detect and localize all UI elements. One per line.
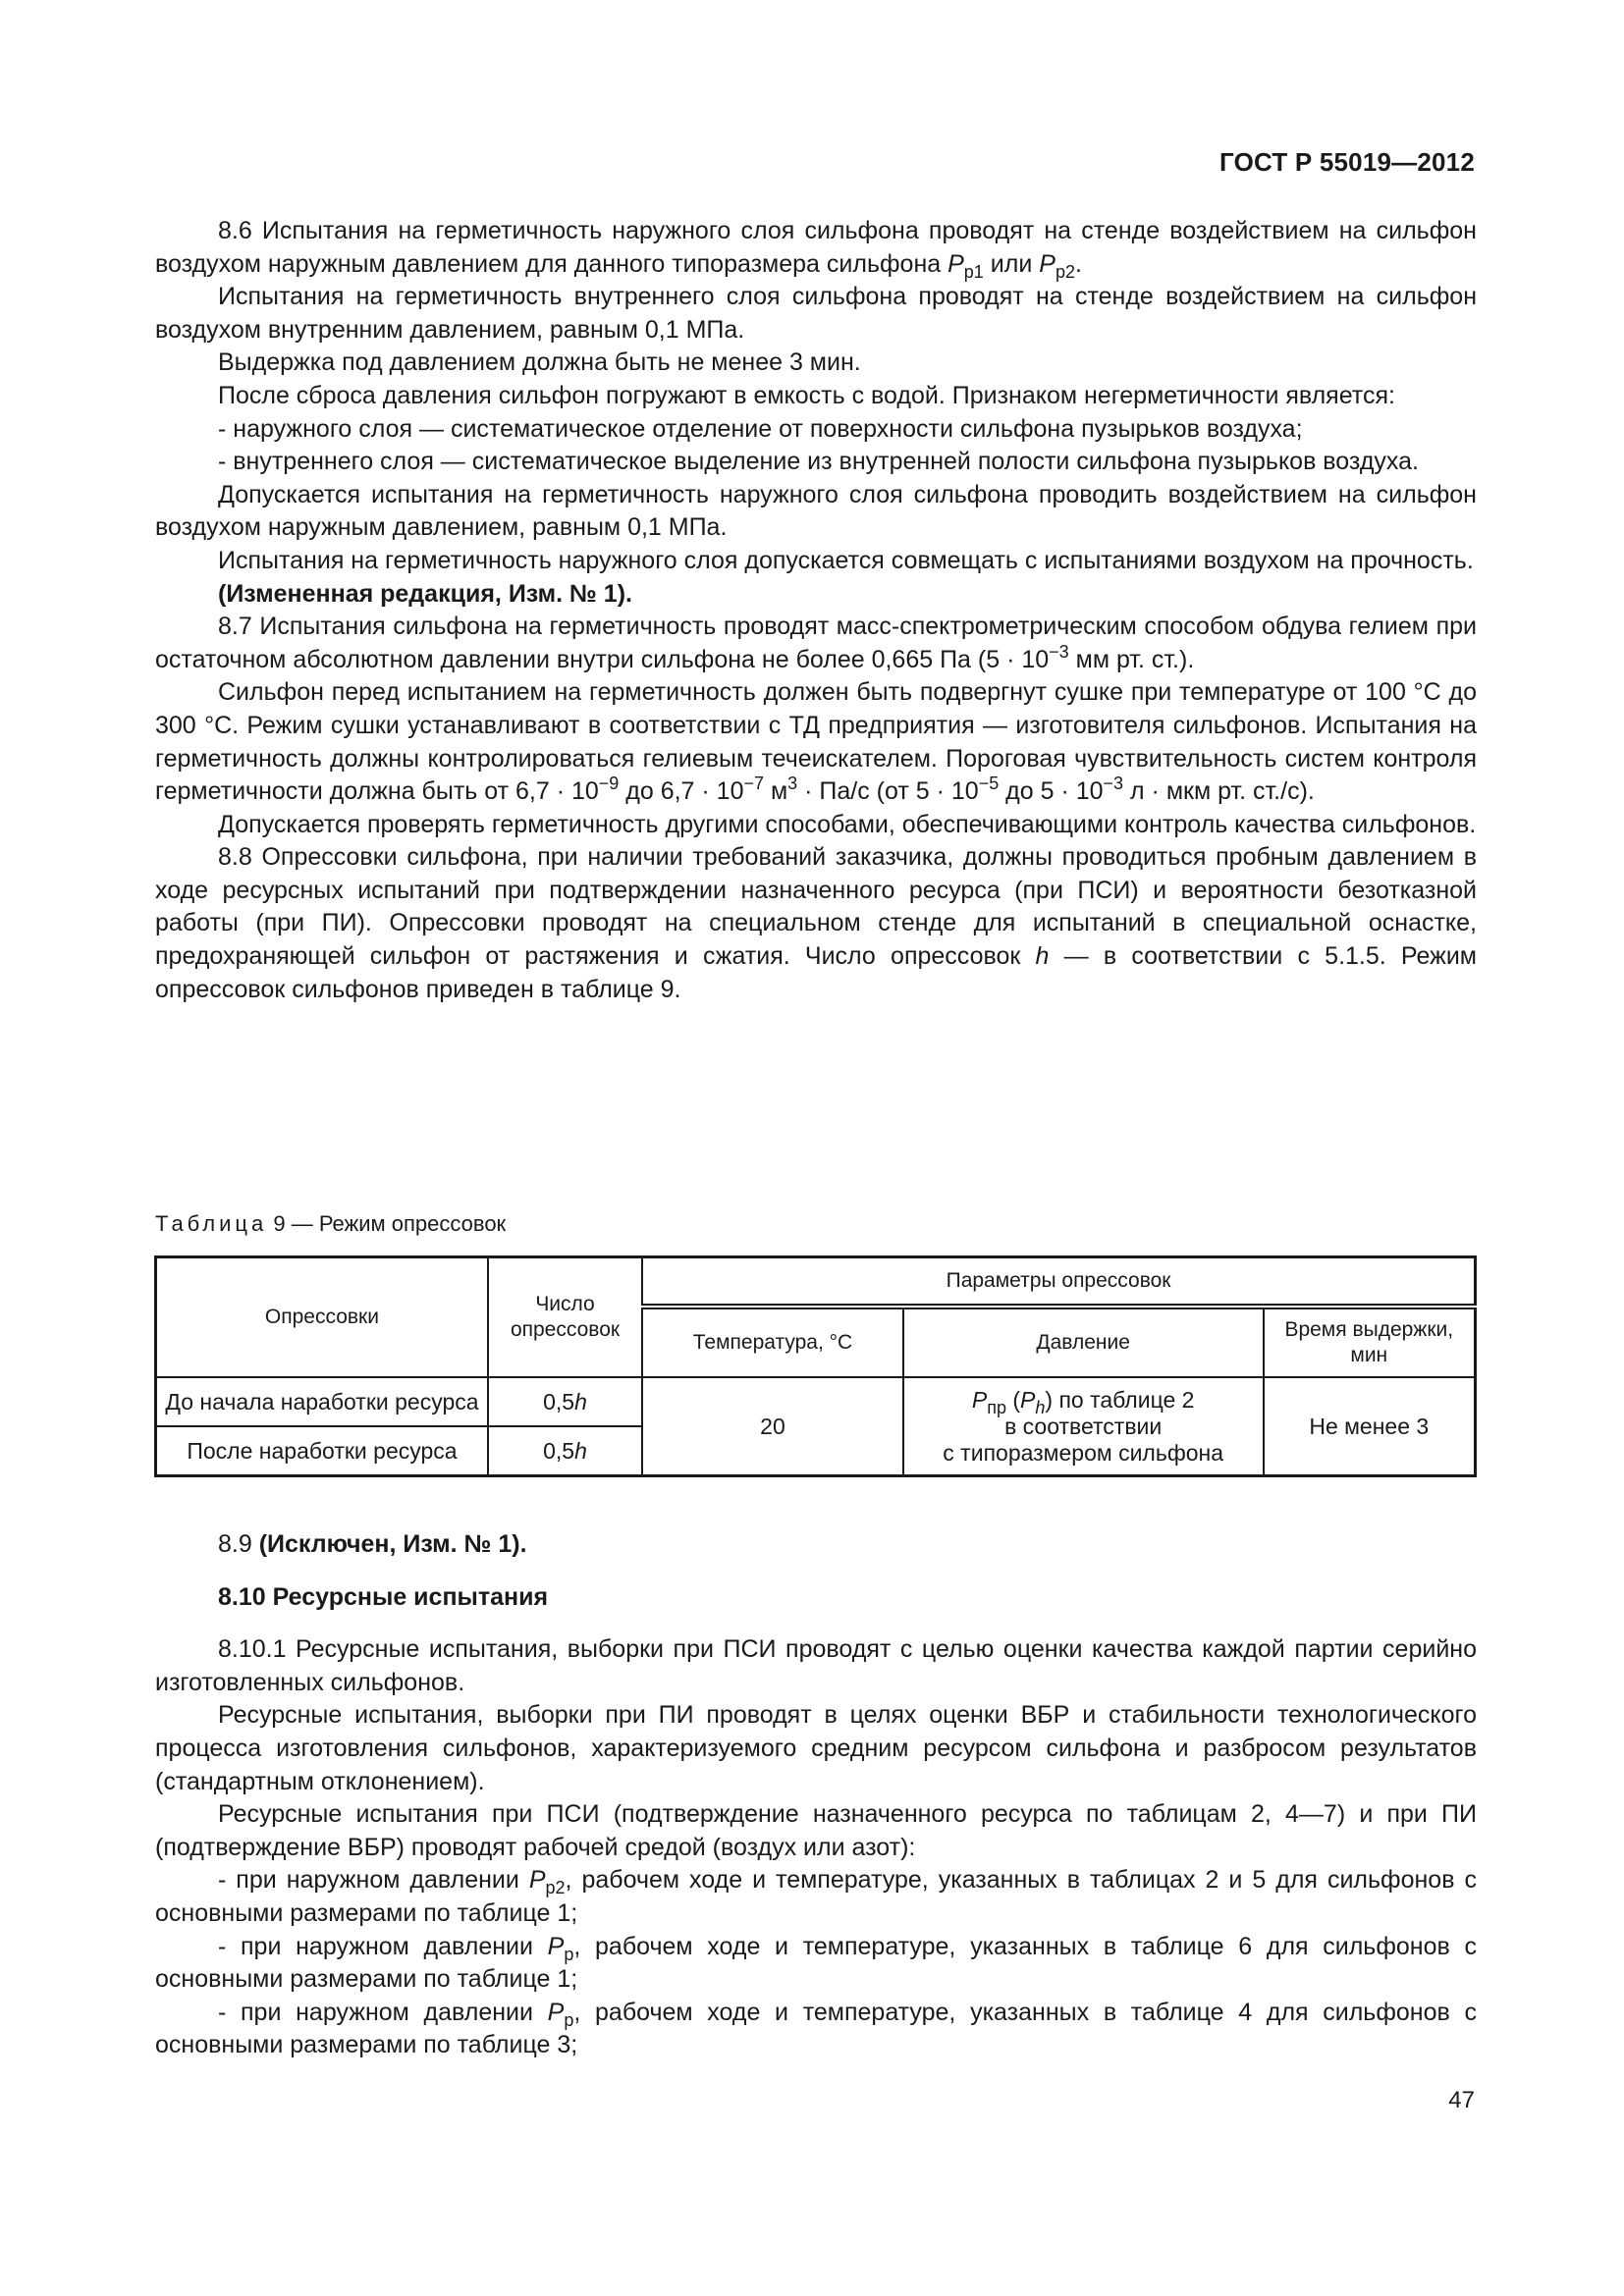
paragraph-8-9: 8.9 (Исключен, Изм. № 1). [218, 1530, 527, 1558]
paragraph: После сброса давления сильфон погружают в емкость с водой. Признаком негерметичности является: [218, 381, 1395, 409]
paragraph: Испытания на герметичность внутреннего слоя сильфона проводят на стенде воздействием на сильфон воздухом внутренним давлением, равным 0,1 МПа. [155, 283, 1477, 344]
amendment-note: (Измененная редакция, Изм. № 1). [218, 579, 632, 608]
paragraph-8-8: 8.8 Опрессовки сильфона, при наличии требований заказчика, должны проводиться пробным давлением в ходе ресурсных испытаний при подтверждении назначенного ресурса (при ПСИ) и вероятности безотказной работы (при ПИ). Опрессовки проводят на специальном стенде для испытаний в специальной оснастке, предохраняющей сильфон от растяжения и сжатия. Число опрессовок h — в соответствии с 5.1.5. Режим опрессовок сильфонов приведен в таблице 9. [155, 843, 1477, 1003]
list-item: - наружного слоя — систематическое отделение от поверхности сильфона пузырьков воздуха; [218, 414, 1303, 443]
header-pressure-tests: Опрессовки [156, 1257, 488, 1378]
header-hold-time: Время выдержки, мин [1264, 1307, 1476, 1377]
cell-stage: После наработки ресурса [156, 1426, 488, 1476]
cell-count: 0,5h [488, 1377, 642, 1426]
cell-hold-time: Не менее 3 [1264, 1377, 1476, 1476]
paragraph: Допускается проверять герметичность другими способами, обеспечивающими контроль качества сильфонов. [218, 810, 1477, 838]
paragraph-8-7: 8.7 Испытания сильфона на герметичность проводят масс-спектрометрическим способом обдува гелием при остаточном абсолютном давлении внутри сильфона не более 0,665 Па ($5 \cdot 10^{-3}$ мм рт. ст.). [155, 613, 1477, 673]
paragraph-8-10-1: 8.10.1 Ресурсные испытания, выборки при ПСИ проводят с целью оценки качества каждой партии серийно изготовленных сильфонов. [155, 1635, 1477, 1696]
document-header: ГОСТ Р 55019—2012 [1219, 147, 1475, 177]
table-row [156, 1377, 1476, 1426]
header-pressure: Давление [903, 1307, 1264, 1377]
paragraph: Сильфон перед испытанием на герметичность должен быть подвергнут сушке при температуре от 100 °С до 300 °С. Режим сушки устанавливают в соответствии с ТД предприятия — изготовителя сильфонов. Испытания на герметичность должны контролироваться гелиевым течеискателем. Пороговая чувствительность систем контроля герметичности должна быть от $6,7 \cdot 10^{-9}$ до $6,7 \cdot 10^{-7}$ $м^3 \cdot Па/с$ (от $5 \cdot 10^{-5}$ до $5 \cdot 10^{-3}$ л · мкм рт. ст./с). [155, 678, 1477, 806]
section-8-9-and-8-10 [155, 1528, 1477, 2062]
paragraph: Ресурсные испытания при ПСИ (подтверждение назначенного ресурса по таблицам 2, 4—7) и при ПИ (подтверждение ВБР) проводят рабочей средой (воздух или азот): [155, 1800, 1477, 1861]
table-9-pressure-test-mode [154, 1255, 1477, 1477]
paragraph: Допускается испытания на герметичность наружного слоя сильфона проводить воздействием на сильфон воздухом наружным давлением, равным 0,1 МПа. [155, 480, 1477, 542]
paragraph-8-6: 8.6 Испытания на герметичность наружного слоя сильфона проводят на стенде воздействием на сильфон воздухом наружным давлением для данного типоразмера сильфона $P_{p1}$ или $P_{p2}$. [155, 217, 1477, 282]
list-item: - внутреннего слоя — систематическое выделение из внутренней полости сильфона пузырьков воздуха. [218, 448, 1419, 476]
header-test-parameters: Параметры опрессовок [642, 1257, 1475, 1308]
list-item: - при наружном давлении $P_p$, рабочем ходе и температуре, указанных в таблице 6 для сильфонов с основными размерами по таблице 1; [155, 1932, 1477, 1994]
cell-temperature: 20 [642, 1377, 903, 1476]
page-number: 47 [1448, 2087, 1475, 2113]
section-8-6-to-8-8 [155, 215, 1477, 1006]
cell-stage: До начала наработки ресурса [156, 1377, 488, 1426]
list-item: - при наружном давлении $P_{p2}$, рабочем ходе и температуре, указанных в таблицах 2 и 5 для сильфонов с основными размерами по таблице 1; [155, 1866, 1477, 1927]
table-caption: Таблица 9 — Режим опрессовок [155, 1211, 507, 1236]
header-test-count: Число опрессовок [488, 1257, 642, 1378]
paragraph: Ресурсные испытания, выборки при ПИ проводят в целях оценки ВБР и стабильности технологического процесса изготовления сильфонов, характеризуемого средним ресурсом сильфона и разбросом результатов (стандартным отклонением). [155, 1701, 1477, 1795]
header-temperature: Температура, °С [642, 1307, 903, 1377]
list-item: - при наружном давлении $P_p$, рабочем ходе и температуре, указанных в таблице 4 для сильфонов с основными размерами по таблице 3; [155, 1998, 1477, 2059]
paragraph: Выдержка под давлением должна быть не менее 3 мин. [218, 348, 861, 377]
cell-count: 0,5h [488, 1426, 642, 1476]
cell-pressure: $P_{пр}$ $(P_h)$ по таблице 2 в соответствии с типоразмером сильфона [903, 1377, 1264, 1476]
section-heading-8-10: 8.10 Ресурсные испытания [218, 1582, 549, 1611]
paragraph: Испытания на герметичность наружного слоя допускается совмещать с испытаниями воздухом на прочность. [218, 546, 1474, 574]
